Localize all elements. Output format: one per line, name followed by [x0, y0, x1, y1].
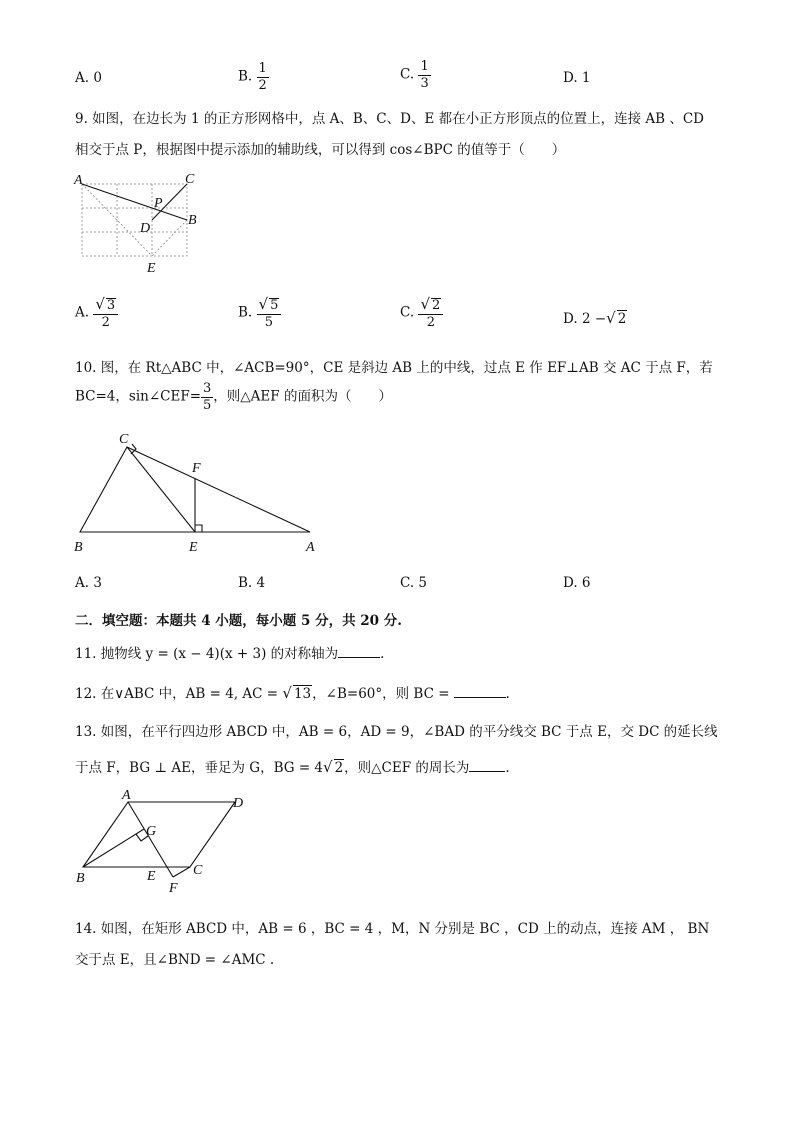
q12-text: 12. 在∨ABC 中，AB = 4, AC = √ 13，∠B=60°，则 BC = .	[75, 684, 510, 702]
q10-option-c: C. 5	[400, 575, 428, 591]
q12-answer-blank[interactable]	[454, 697, 506, 698]
q8-option-c	[400, 60, 431, 90]
denominator: 3	[420, 75, 429, 91]
q12-text-pre: 12. 在∨ABC 中，AB = 4, AC =	[75, 686, 283, 702]
q9-text-line1: 9. 如图，在边长为 1 的正方形网格中，点 A、B、C、D、E 都在小正方形顶点的位置上，连接 AB 、CD	[75, 111, 705, 127]
radicand: 2	[334, 760, 344, 776]
q10-triangle-figure	[70, 425, 330, 560]
option-d-expr: 2 −	[581, 311, 607, 327]
q9-option-d: D. 2 −√ 2	[563, 309, 627, 327]
option-a-label: A.	[75, 304, 90, 321]
radicand: 2	[617, 311, 627, 327]
q13-text-line1: 13. 如图，在平行四边形 ABCD 中，AB = 6，AD = 9，∠BAD 的平分线交 BC 于点 E，交 DC 的延长线	[75, 724, 718, 740]
q10-option-a: A. 3	[75, 575, 102, 591]
q8-option-a: A. 0	[75, 70, 102, 86]
q14-text-line2: 交于点 E，且∠BND = ∠AMC .	[75, 952, 275, 968]
fraction-one-third	[418, 60, 430, 90]
label-E: E	[147, 261, 156, 276]
q13-parallelogram-figure	[70, 785, 270, 896]
numerator: 1	[420, 59, 429, 74]
radicand: 2	[432, 298, 441, 313]
q9-grid-figure	[70, 170, 210, 280]
denominator: 5	[264, 314, 274, 330]
label-D: D	[233, 796, 244, 811]
label-C: C	[185, 172, 195, 187]
q9-option-c	[400, 297, 443, 329]
numerator: √ 5	[257, 297, 282, 315]
radicand: 5	[270, 298, 279, 313]
q10-line2-pre: BC=4，sin∠CEF=	[75, 388, 202, 405]
q9-option-b	[238, 297, 281, 329]
q12-text-post: .	[505, 686, 510, 702]
label-D: D	[140, 221, 151, 236]
fraction-sqrt2-over-2	[418, 297, 443, 329]
q14-text-line1: 14. 如图，在矩形 ABCD 中，AB = 6 ，BC = 4 ，M，N 分别是 BC ，CD 上的动点，连接 AM ， BN	[75, 921, 710, 937]
label-B: B	[76, 871, 85, 886]
q11-text-pre: 11. 抛物线 y = (x − 4)(x + 3) 的对称轴为	[75, 646, 339, 662]
q13-line2-post: ，则△CEF 的周长为	[344, 760, 470, 776]
q13-line2-pre: 于点 F，BG ⊥ AE，垂足为 G，BG = 4	[75, 760, 324, 776]
numerator: √ 3	[93, 297, 118, 315]
q11-answer-blank[interactable]	[338, 657, 380, 658]
q8-option-d: D. 1	[563, 70, 591, 86]
section-heading: 二．填空题：本题共 4 小题，每小题 5 分，共 20 分.	[75, 613, 402, 629]
q11-text-post: .	[380, 646, 385, 662]
option-d-label: D.	[563, 311, 578, 327]
q10-option-b: B. 4	[238, 575, 266, 591]
label-A: A	[122, 788, 131, 803]
q13-line2-end: .	[505, 760, 510, 776]
label-B: B	[74, 540, 83, 555]
label-F: F	[192, 461, 201, 476]
denominator: 5	[203, 397, 212, 413]
option-b-label: B.	[238, 304, 253, 321]
q13-answer-blank[interactable]	[469, 771, 505, 772]
fraction-sqrt3-over-2	[93, 297, 118, 329]
radicand: 13	[293, 686, 312, 702]
fraction-sqrt5-over-5	[257, 297, 282, 329]
denominator: 2	[426, 314, 435, 330]
label-P: P	[154, 196, 163, 211]
denominator: 2	[101, 314, 110, 330]
q13-text-line2: 于点 F，BG ⊥ AE，垂足为 G，BG = 4√ 2，则△CEF 的周长为 .	[75, 758, 510, 776]
label-G: G	[146, 824, 157, 839]
numerator: 3	[203, 381, 212, 396]
q9-option-a	[75, 297, 118, 329]
denominator: 2	[258, 77, 267, 93]
q10-line2-post: ，则△AEF 的面积为（ ）	[213, 388, 392, 405]
option-c-label: C.	[400, 304, 415, 321]
label-C: C	[193, 863, 203, 878]
label-C: C	[119, 432, 129, 447]
q10-text-line1: 10. 图，在 Rt△ABC 中，∠ACB=90°，CE 是斜边 AB 上的中线，过点 E 作 EF⊥AB 交 AC 于点 F，若	[75, 360, 713, 376]
q11-text	[75, 642, 384, 662]
q10-option-d: D. 6	[563, 575, 591, 591]
numerator: 1	[258, 61, 267, 76]
fraction-one-half	[257, 62, 269, 92]
option-c-label: C.	[400, 66, 415, 83]
label-A: A	[306, 540, 315, 555]
label-E: E	[147, 869, 156, 884]
label-B: B	[188, 213, 197, 228]
fraction-3-over-5	[201, 382, 213, 412]
q12-text-mid: ，∠B=60°，则 BC =	[312, 686, 450, 702]
q9-text-line2: 相交于点 P，根据图中提示添加的辅助线，可以得到 cos∠BPC 的值等于（ ）	[75, 142, 566, 158]
label-E: E	[189, 540, 198, 555]
q10-text-line2	[75, 382, 392, 412]
label-F: F	[169, 881, 178, 896]
label-A: A	[74, 173, 83, 188]
option-b-label: B.	[238, 68, 253, 85]
radicand: 3	[106, 298, 116, 313]
numerator: √ 2	[418, 297, 443, 315]
q8-option-b	[238, 62, 269, 92]
